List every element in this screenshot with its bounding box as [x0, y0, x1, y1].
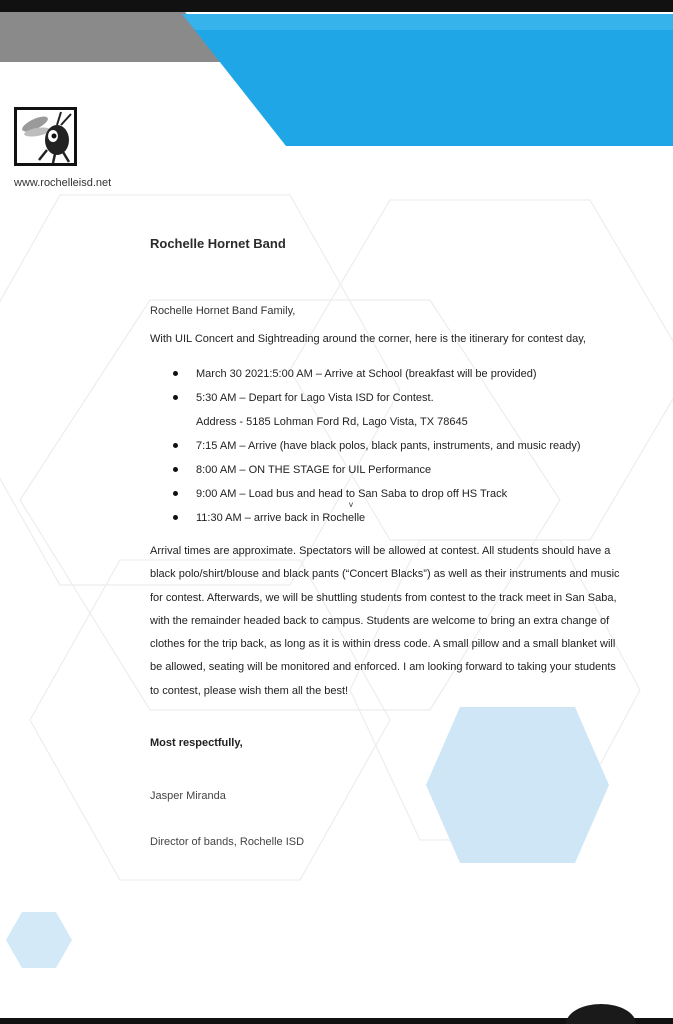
itinerary-item [196, 439, 636, 463]
band-title: Rochelle Hornet Band [150, 236, 286, 251]
light-blue-hexagon-small [6, 912, 72, 968]
bullet-icon [173, 467, 178, 472]
signer-title: Director of bands, Rochelle ISD [150, 836, 305, 848]
bullet-icon [173, 443, 178, 448]
bullet-icon [173, 371, 178, 376]
bullet-icon [173, 395, 178, 400]
paragraph-line: black polo/shirt/blouse and black pants (“Concert Blacks”) as well as their instruments and music [150, 568, 620, 581]
itinerary-text: 11:30 AM – arrive back in Rochelle [196, 512, 366, 524]
insertion-caret-mark: v [349, 500, 353, 509]
itinerary-item [196, 391, 636, 415]
itinerary-item [196, 511, 636, 535]
closing-line: Most respectfully, [150, 737, 243, 749]
itinerary-text: March 30 2021:5:00 AM – Arrive at School (breakfast will be provided) [196, 368, 537, 380]
paragraph-line: clothes for the trip back, as long as it is within dress code. A small pillow and a small blanket will [150, 638, 616, 651]
paragraph-line: to contest, please wish them all the best! [150, 684, 349, 697]
paragraph-line: be allowed, seating will be monitored and enforced. I am looking forward to taking your students [150, 661, 616, 674]
itinerary-text: 7:15 AM – Arrive (have black polos, black pants, instruments, and music ready) [196, 440, 581, 452]
paragraph-line: with the remainder headed back to campus. Students are welcome to bring an extra change of [150, 614, 610, 627]
paragraph-line: Arrival times are approximate. Spectators will be allowed at contest. All students should have a [150, 545, 611, 557]
website-url[interactable]: www.rochelleisd.net [14, 177, 112, 189]
header-blue-highlight [182, 14, 673, 30]
itinerary-item [196, 487, 636, 511]
bullet-icon [173, 491, 178, 496]
itinerary-text: 9:00 AM – Load bus and head to San Saba to drop off HS Track [196, 488, 508, 500]
paragraph-line: for contest. Afterwards, we will be shuttling students from contest to the track meet in San Saba, [150, 591, 617, 604]
itinerary-text: 8:00 AM – ON THE STAGE for UIL Performance [196, 464, 432, 476]
signer-name: Jasper Miranda [150, 790, 226, 802]
body-paragraph [150, 540, 630, 703]
itinerary-text: Address - 5185 Lohman Ford Rd, Lago Vista, TX 78645 [196, 416, 468, 428]
hornet-icon [17, 110, 74, 163]
hornet-logo [14, 107, 77, 166]
itinerary-text: 5:30 AM – Depart for Lago Vista ISD for Contest. [196, 392, 434, 404]
bullet-icon [173, 515, 178, 520]
salutation: Rochelle Hornet Band Family, [150, 305, 296, 317]
itinerary-address [196, 415, 636, 439]
itinerary-item [196, 463, 636, 487]
itinerary-item [196, 367, 636, 391]
itinerary-list [196, 367, 636, 535]
header-blue-band [182, 14, 673, 146]
intro-text: With UIL Concert and Sightreading around the corner, here is the itinerary for contest day, [150, 333, 586, 345]
